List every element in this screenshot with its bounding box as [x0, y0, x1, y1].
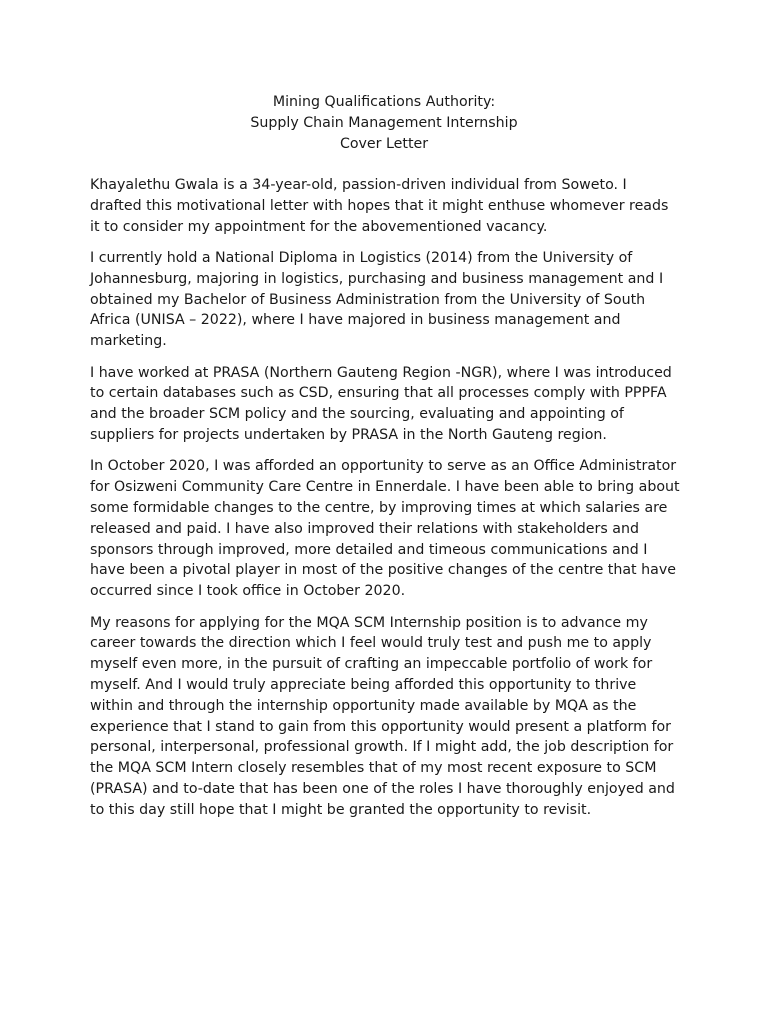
document-title [0, 92, 768, 155]
paragraph-motivation: My reasons for applying for the MQA SCM Internship position is to advance my career towards the direction which I feel would truly test and push me to apply myself even more, in the pursuit of crafting an impeccable portfolio of work for myself. And I would truly appreciate being afforded this opportunity to thrive within and through the internship opportunity made available by MQA as the experience that I stand to gain from this opportunity would present a platform for personal, interpersonal, professional growth. If I might add, the job description for the MQA SCM Intern closely resembles that of my most recent exposure to SCM (PRASA) and to-date that has been one of the roles I have thoroughly enjoyed and to this day still hope that I might be granted the opportunity to revisit. [90, 614, 675, 818]
title-line-position: Supply Chain Management Internship [250, 115, 518, 131]
paragraph-osizweni-experience: In October 2020, I was afforded an opportunity to serve as an Office Administrator for Osizweni Community Care Centre in Ennerdale. I have been able to bring about some formidable changes to the centre, by improving times at which salaries are released and paid. I have also improved their relations with stakeholders and sponsors through improved, more detailed and timeous communications and I have been a pivotal player in most of the positive changes of the centre that have occurred since I took office in October 2020. [90, 458, 680, 600]
paragraph-introduction: Khayalethu Gwala is a 34-year-old, passion-driven individual from Soweto. I drafted this motivational letter with hopes that it might enthuse whomever reads it to consider my appointment for the abovementioned vacancy. [90, 177, 669, 235]
title-line-document-type: Cover Letter [339, 136, 429, 152]
letter-body [90, 175, 680, 831]
title-line-organization: Mining Qualifications Authority: [272, 94, 496, 110]
paragraph-prasa-experience: I have worked at PRASA (Northern Gauteng Region -NGR), where I was introduced to certain databases such as CSD, ensuring that all processes comply with PPPFA and the broader SCM policy and the sourcing, evaluating and appointing of suppliers for projects undertaken by PRASA in the North Gauteng region. [90, 364, 672, 443]
paragraph-education: I currently hold a National Diploma in Logistics (2014) from the University of Johannesburg, majoring in logistics, purchasing and business management and I obtained my Bachelor of Business Administration from the University of South Africa (UNISA – 2022), where I have majored in business management and marketing. [90, 249, 664, 350]
